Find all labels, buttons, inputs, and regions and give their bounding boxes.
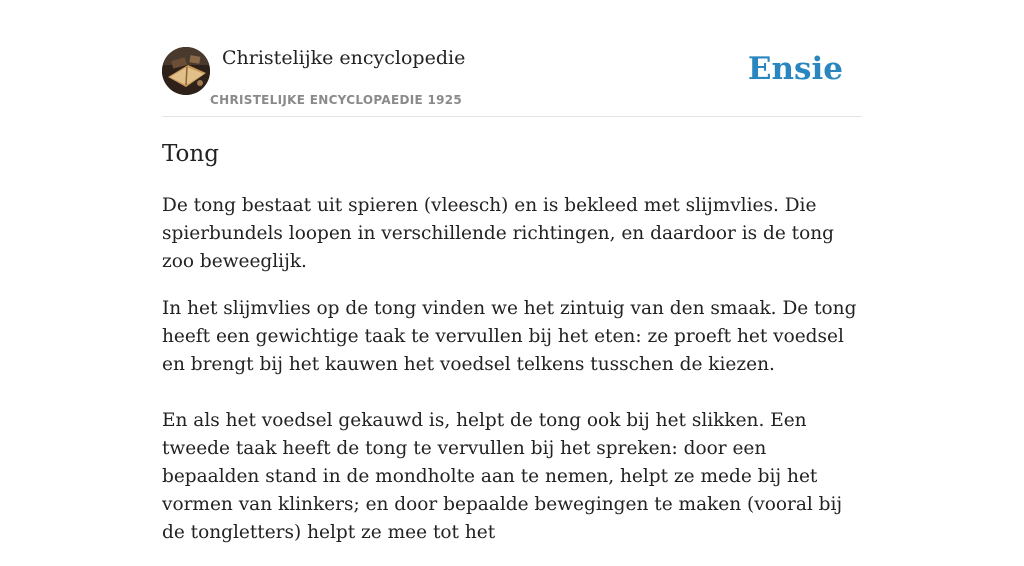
article-body [162,192,862,566]
brand-logo[interactable]: Ensie [747,51,843,87]
paragraph: In het slijmvlies op de tong vinden we het zintuig van den smaak. De tong heeft een gewichtige taak te vervullen bij het eten: ze proeft het voedsel en brengt bij het kauwen het voedsel telkens tusschen de kiezen. [162,298,857,375]
site-subtitle[interactable]: CHRISTELIJKE ENCYCLOPAEDIE 1925 [210,93,463,107]
article-title: Tong [162,141,219,167]
header [162,0,862,117]
paragraph: De tong bestaat uit spieren (vleesch) en is bekleed met slijmvlies. Die spierbundels loopen in verschillende richtingen, en daardoor is de tong zoo beweeglijk. [162,195,834,272]
site-title[interactable]: Christelijke encyclopedie [222,47,466,69]
page [162,0,862,543]
book-photo-icon[interactable] [162,47,210,95]
paragraph: En als het voedsel gekauwd is, helpt de tong ook bij het slikken. Een tweede taak heeft de tong te vervullen bij het spreken: door een bepaalden stand in de mondholte aan te nemen, helpt ze mede bij het vormen van klinkers; en door bepaalde bewegingen te maken (vooral bij de tongletters) helpt ze mee tot het [162,410,843,543]
